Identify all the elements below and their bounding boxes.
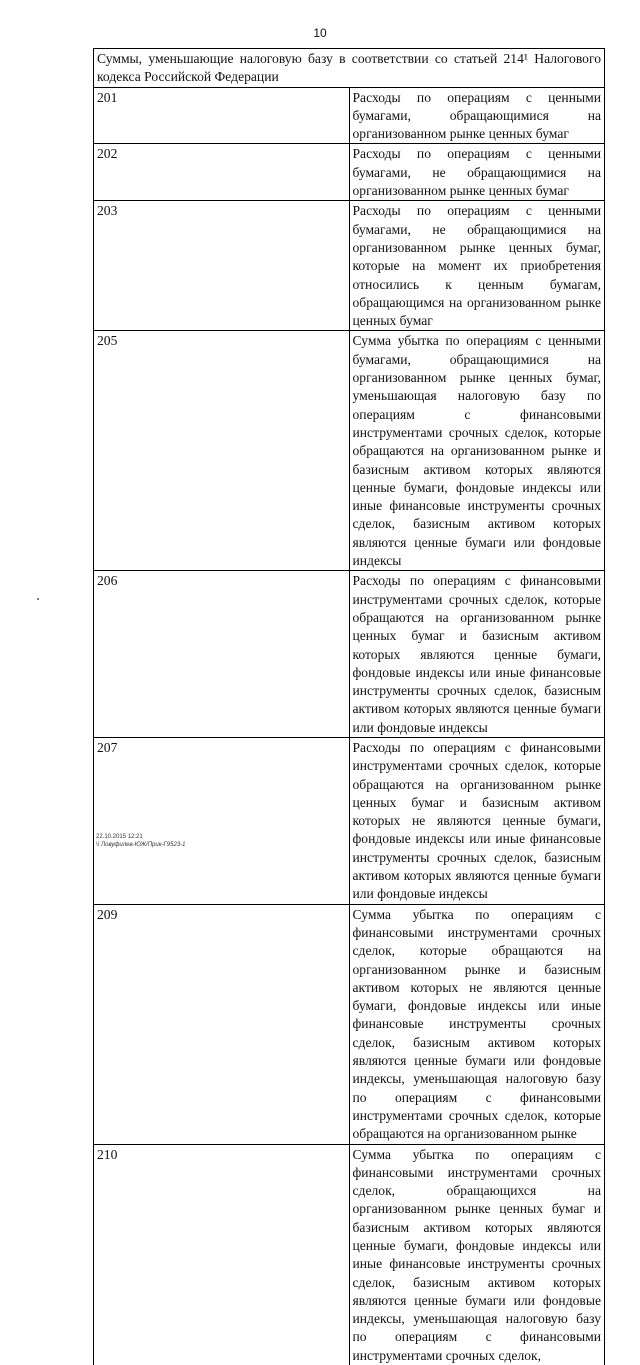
table-row — [94, 201, 605, 331]
table-row — [94, 737, 605, 904]
row-code: 206 — [94, 571, 350, 738]
income-deduction-codes-table — [93, 48, 605, 1365]
row-description: Расходы по операциям с ценными бумагами, не обращающимися на организованном рынке ценных бумаг, которые на момент их приобретения относились к ценным бумагам, обращающимся на организованном рынке ценных бумаг — [349, 201, 605, 331]
scan-speck — [37, 598, 39, 600]
table-row — [94, 87, 605, 144]
table-row — [94, 571, 605, 738]
table-row — [94, 331, 605, 571]
page-number: 10 — [313, 26, 327, 40]
table-row — [94, 144, 605, 201]
row-description: Расходы по операциям с ценными бумагами, не обращающимися на организованном рынке ценных бумаг — [349, 144, 605, 201]
row-description: Сумма убытка по операциям с финансовыми инструментами срочных сделок, обращающихся на организованном рынке ценных бумаг и базисным активом которых являются ценные бумаги, фондовые индексы или иные финансовые инструменты срочных сделок, базисным активом которых являются ценные бумаги или фондовые индексы, уменьшающая налоговую базу по операциям с финансовыми инструментами срочных сделок, — [349, 1144, 605, 1365]
row-description: Расходы по операциям с финансовыми инструментами срочных сделок, которые обращаются на организованном рынке ценных бумаг и базисным активом которых не являются ценные бумаги, фондовые индексы или иные финансовые инструменты срочных сделок, базисным активом которых являются ценные бумаги или фондовые индексы — [349, 737, 605, 904]
row-description: Сумма убытка по операциям с финансовыми инструментами срочных сделок, которые обращаются на организованном рынке и базисным активом которых не являются ценные бумаги, фондовые индексы или иные финансовые инструменты срочных сделок, базисным активом которых являются ценные бумаги или фондовые индексы, уменьшающая налоговую базу по операциям с финансовыми инструментами срочных сделок, которые обращаются на организованном рынке — [349, 904, 605, 1144]
table-row — [94, 1144, 605, 1365]
table-row — [94, 904, 605, 1144]
footer-document-reference: \\ Ловуфилев-ЮЖ/Прик-Г9523-1 — [96, 842, 186, 848]
footer-timestamp: 22.10.2015 12:21 — [96, 834, 143, 840]
row-description: Расходы по операциям с ценными бумагами, обращающимися на организованном рынке ценных бумаг — [349, 87, 605, 144]
row-code: 201 — [94, 87, 350, 144]
row-code: 207 — [94, 737, 350, 904]
table-header-text: Суммы, уменьшающие налоговую базу в соответствии со статьей 214¹ Налогового кодекса Российской Федерации — [97, 51, 601, 85]
row-code: 210 — [94, 1144, 350, 1365]
row-description: Расходы по операциям с финансовыми инструментами срочных сделок, которые обращаются на организованном рынке ценных бумаг и базисным активом которых являются ценные бумаги, фондовые индексы или иные финансовые инструменты срочных сделок, базисным активом которых являются ценные бумаги или фондовые индексы — [349, 571, 605, 738]
row-code: 203 — [94, 201, 350, 331]
row-code: 209 — [94, 904, 350, 1144]
print-footer — [96, 833, 186, 849]
row-code: 205 — [94, 331, 350, 571]
row-code: 202 — [94, 144, 350, 201]
row-description: Сумма убытка по операциям с ценными бумагами, обращающимися на организованном рынке ценных бумаг, уменьшающая налоговую базу по операциям с финансовыми инструментами срочных сделок, которые обращаются на организованном рынке и базисным активом которых являются ценные бумаги, фондовые индексы или иные финансовые инструменты срочных сделок, базисным активом которых являются ценные бумаги или фондовые индексы — [349, 331, 605, 571]
table-header-cell — [94, 49, 605, 88]
table-header-row — [94, 49, 605, 88]
